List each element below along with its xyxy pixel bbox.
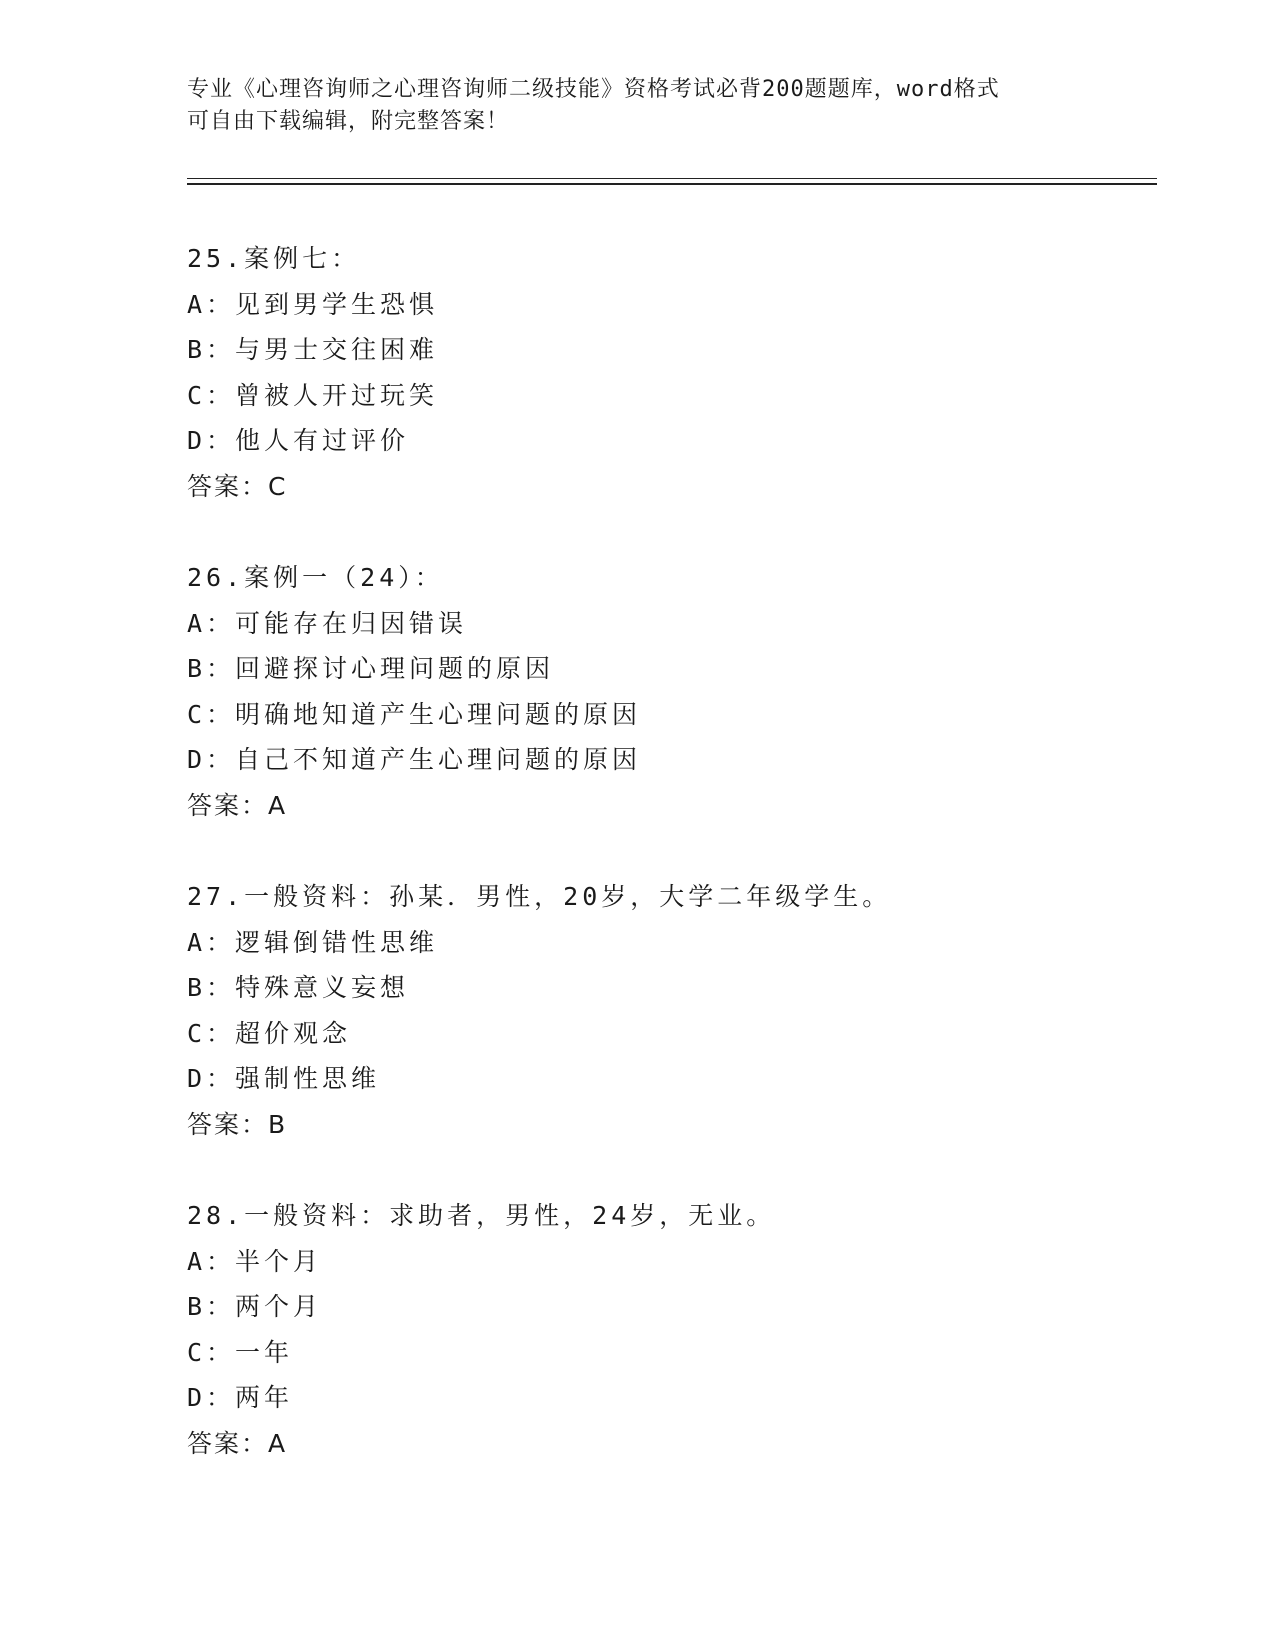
question-28 bbox=[187, 1193, 1147, 1466]
header-title-line-2: 可自由下载编辑，附完整答案！ bbox=[187, 109, 510, 134]
option-b: B：与男士交往困难 bbox=[187, 335, 439, 364]
option-b: B：两个月 bbox=[187, 1292, 323, 1321]
question-26 bbox=[187, 555, 1147, 828]
option-d: D：强制性思维 bbox=[187, 1064, 381, 1093]
question-stem: 26.案例一（24）： bbox=[187, 563, 444, 592]
option-d: D：两年 bbox=[187, 1383, 294, 1412]
question-stem: 27.一般资料：孙某．男性，20岁，大学二年级学生。 bbox=[187, 882, 892, 911]
header-divider-thin bbox=[187, 178, 1157, 179]
header-divider-thick bbox=[187, 183, 1157, 185]
answer: 答案：A bbox=[187, 1428, 288, 1458]
question-list bbox=[187, 236, 1147, 1512]
option-a: A：见到男学生恐惧 bbox=[187, 289, 439, 319]
question-25 bbox=[187, 236, 1147, 509]
option-d: D：自己不知道产生心理问题的原因 bbox=[187, 745, 642, 774]
option-c: C：一年 bbox=[187, 1337, 294, 1367]
option-a: A：逻辑倒错性思维 bbox=[187, 927, 439, 957]
option-d: D：他人有过评价 bbox=[187, 426, 410, 455]
option-c: C：曾被人开过玩笑 bbox=[187, 380, 439, 410]
answer: 答案：B bbox=[187, 1109, 288, 1139]
document-header bbox=[187, 74, 1087, 138]
question-stem: 25.案例七： bbox=[187, 244, 361, 273]
answer: 答案：A bbox=[187, 790, 288, 820]
header-title-line-1: 专业《心理咨询师之心理咨询师二级技能》资格考试必背200题题库，word格式 bbox=[187, 77, 1000, 102]
option-a: A：半个月 bbox=[187, 1246, 323, 1276]
question-27 bbox=[187, 874, 1147, 1147]
option-c: C：超价观念 bbox=[187, 1018, 352, 1048]
question-stem: 28.一般资料：求助者，男性，24岁，无业。 bbox=[187, 1201, 776, 1230]
answer: 答案：C bbox=[187, 471, 288, 501]
option-a: A：可能存在归因错误 bbox=[187, 608, 468, 638]
option-b: B：回避探讨心理问题的原因 bbox=[187, 654, 555, 683]
option-c: C：明确地知道产生心理问题的原因 bbox=[187, 699, 642, 729]
option-b: B：特殊意义妄想 bbox=[187, 973, 410, 1002]
